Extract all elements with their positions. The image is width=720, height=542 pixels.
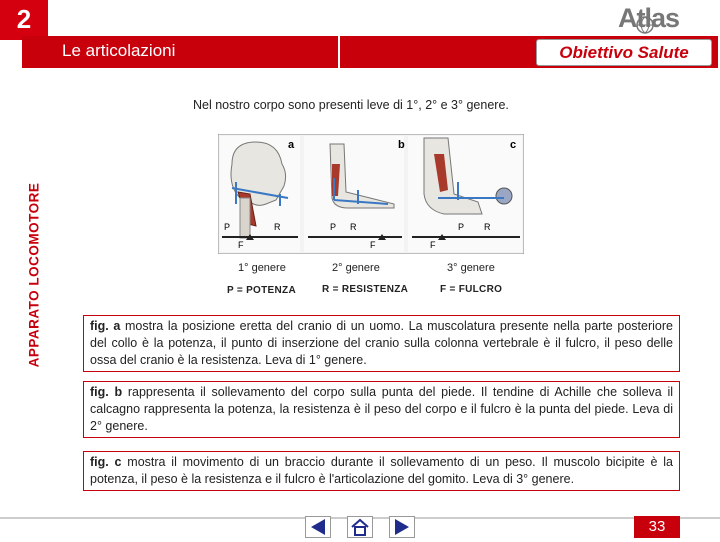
arrow-left-icon — [306, 517, 330, 537]
chapter-number: 2 — [0, 0, 48, 40]
description-label: fig. b — [90, 385, 123, 399]
caption-3: 3° genere — [447, 262, 495, 274]
description-text: mostra il movimento di un braccio durante il sollevamento di un peso. Il muscolo bicipite è la potenza, il peso è la resistenza e il fulcro è l'articolazione del gomito. Leva di 3° genere. — [90, 455, 673, 486]
caption-2: 2° genere — [332, 262, 380, 274]
lever-label-b-r: R — [350, 222, 357, 232]
panel-letter-a: a — [288, 139, 295, 151]
home-button[interactable] — [347, 516, 373, 538]
logo-text: Atlas — [618, 3, 680, 33]
legend-fulcro: F = FULCRO — [440, 284, 503, 295]
objective-badge: Obiettivo Salute — [536, 39, 712, 66]
description-label: fig. c — [90, 455, 122, 469]
lever-label-a-p: P — [224, 222, 231, 232]
lever-figure — [218, 134, 524, 254]
lever-label-a-f: F — [238, 240, 244, 250]
lever-label-c-f: F — [430, 240, 436, 250]
lever-label-c-r: R — [484, 222, 491, 232]
previous-page-button[interactable] — [305, 516, 331, 538]
panel-letter-c: c — [510, 139, 517, 151]
description-fig-c — [83, 451, 680, 491]
lever-label-a-r: R — [274, 222, 281, 232]
intro-text: Nel nostro corpo sono presenti leve di 1°, 2° e 3° genere. — [193, 98, 509, 112]
figure-panel-c — [408, 136, 522, 252]
lever-label-b-p: P — [330, 222, 337, 232]
legend-potenza: P = POTENZA — [227, 285, 296, 296]
atlas-logo — [618, 4, 710, 32]
caption-1: 1° genere — [238, 262, 286, 274]
figure-panel-a — [220, 136, 300, 252]
description-label: fig. a — [90, 319, 121, 333]
arrow-right-icon — [390, 517, 414, 537]
page-title: Le articolazioni — [62, 41, 176, 60]
panel-letter-b: b — [398, 139, 405, 151]
description-fig-a — [83, 315, 680, 372]
page-number: 33 — [634, 516, 680, 538]
legend-resistenza: R = RESISTENZA — [322, 284, 409, 295]
next-page-button[interactable] — [389, 516, 415, 538]
lever-label-c-p: P — [458, 222, 465, 232]
description-text: mostra la posizione eretta del cranio di un uomo. La muscolatura presente nella parte posteriore del collo è la potenza, il punto di inserzione del cranio sulla colonna vertebrale è il fulcro, il peso delle ossa del cranio è la resistenza. Leva di 1° genere. — [90, 319, 673, 367]
description-fig-b — [83, 381, 680, 438]
figure-panel-b — [304, 136, 405, 252]
side-label-text: APPARATO LOCOMOTORE — [26, 182, 42, 368]
home-icon — [348, 517, 372, 537]
lever-label-b-f: F — [370, 240, 376, 250]
header-divider — [338, 36, 340, 68]
description-text: rappresenta il sollevamento del corpo sulla punta del piede. Il tendine di Achille che solleva il calcagno rappresenta la potenza, la resistenza è il peso del corpo e il fulcro è la punta del piede. Leva di 2° genere. — [90, 385, 673, 433]
